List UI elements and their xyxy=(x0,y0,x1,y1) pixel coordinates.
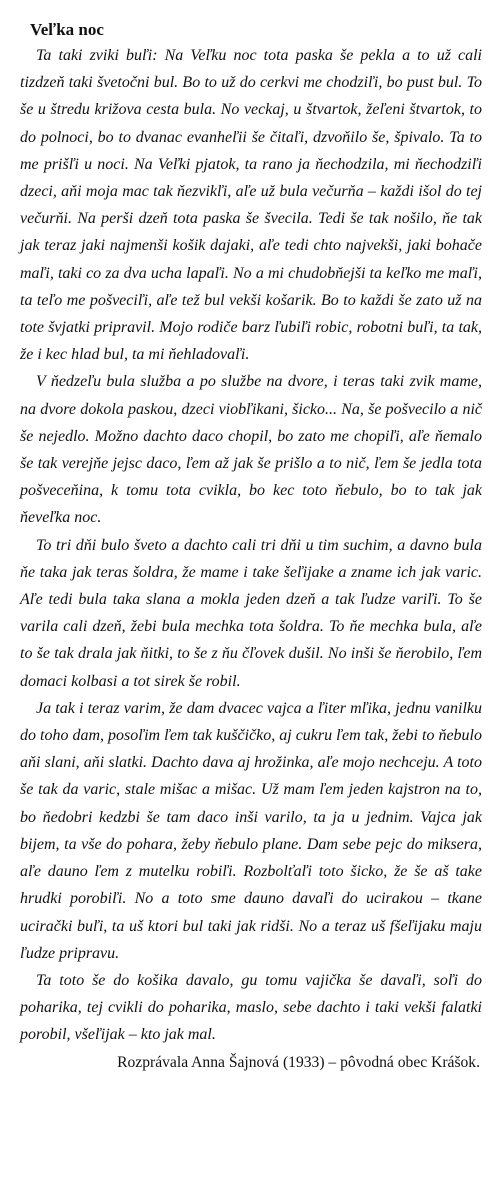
document-title: Veľka noc xyxy=(30,20,104,39)
paragraph-1: Ta taki zviki buľi: Na Veľku noc tota paska še pekla a to už cali tizdzeň taki švetočni bul. Bo to už do cerkvi me chodziľi, bo pust bul. To še u štredu križova cesta bula. No veckaj, u štvartok, žeľeni štvartok, to do polnoci, bo to dvanac evanheľii še čitaľi, dzvoňilo še, špivalo. Ta to me prišľi u noci. Na Veľki pjatok, ta rano ja ňechodzila, mi ňechodziľi dzeci, aňi moja mac tak ňezvikľi, aľe už bula večurňa – každi išol do tej večurňi. Na perši dzeň tota paska še švecila. Tedi še tak nošilo, ňe tak jak teraz jaki najmenši košik dajaki, aľe tedi chto najvekši, jaki bohače maľi, taki co za dva ucha lapaľi. No a mi chudobňejši ta keľko me maľi, ta teľo me pošveciľi, aľe tež bul vekši košarik. Bo to každi še zato už na tote švjatki pripravil. Mojo rodiče barz ľubiľi robic, robotni buľi, ta tak, že i kec hlad bul, ta mi ňehladovaľi. xyxy=(20,47,482,364)
paragraph-4: Ja tak i teraz varim, že dam dvacec vajca a ľiter mľika, jednu vanilku do toho dam, posoľim ľem tak kuščičko, aj cukru ľem tak, žebi to ňebulo aňi slani, aňi slatki. Dachto dava aj hrožinka, aľe mojo nechceju. A toto še tak da varic, stale mišac a mišac. Už mam ľem jeden kajstron na to, bo ňedobri kedzbi še tam daco inši varilo, ta ja u jednim. Vajca jak bijem, ta vše do pohara, žeby ňebulo plane. Dam sebe pejc do miksera, aľe dauno ľem z mutelku robiľi. Rozbolťaľi toto šicko, že še aš take hrudki porobiľi. No a toto sme dauno davaľi do ucirakou – tkane ucirački buľi, ta uš ktori bul taki jak ridši. No a teraz uš fšeľijaku maju ľudze pripravu. xyxy=(20,699,482,962)
paragraph-2: V ňedzeľu bula služba a po službe na dvore, i teras taki zvik mame, na dvore dokola paskou, dzeci viobľikani, šicko... Na, še pošvecilo a nič še nejedlo. Možno dachto daco chopil, bo zato me chopiľi, aľe ňemalo še tak verejňe jejsc daco, ľem až jak še prišlo a to nič, ľem še jedla tota pošveceňina, k tomu tota cvikla, bo kec toto ňebulo, bo to tak jak ňeveľka noc. xyxy=(20,373,482,527)
attribution-line: Rozprávala Anna Šajnová (1933) – pôvodná obec Krášok. xyxy=(117,1053,480,1071)
paragraph-3: To tri dňi bulo šveto a dachto cali tri dňi u tim suchim, a davno bula ňe taka jak teras šoldra, že mame i take šeľijake a zname ich jak varic. Aľe tedi bula taka slana a mokla jeden dzeň a tak ľudze variľi. To še varila cali dzeň, žebi bula mechka tota šoldra. To ňe mechka bula, aľe to še tak drala jak ňitki, to še z ňu čľovek dušil. No inši še ňerobilo, ľem domaci kolbasi a tot sirek še robil. xyxy=(20,536,482,690)
paragraph-5: Ta toto še do košika davalo, gu tomu vajička še davaľi, soľi do poharika, tej cvikli do poharika, maslo, sebe dachto i taki vekši falatki porobil, všeľijak – kto jak mal. xyxy=(20,971,482,1044)
